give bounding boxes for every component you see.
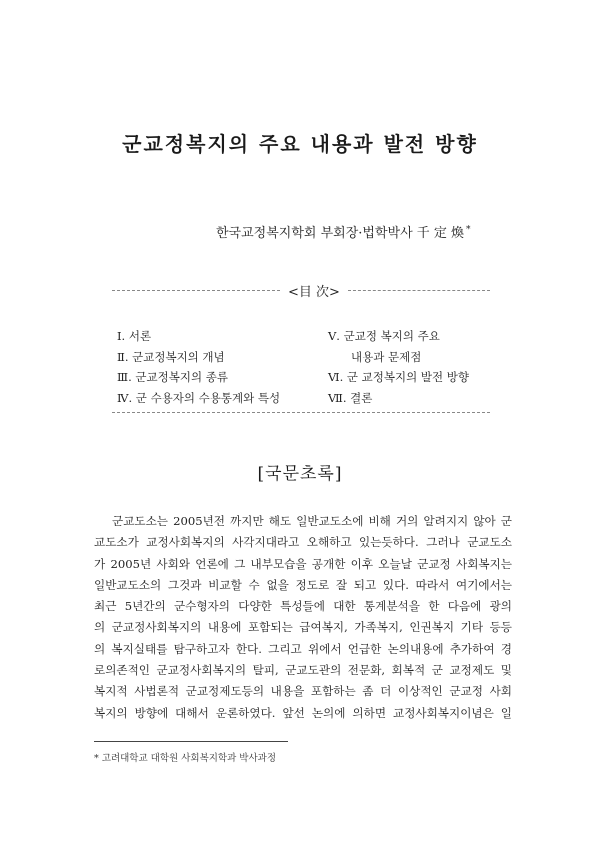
- toc-rule-left: [112, 290, 280, 291]
- toc-item: Ⅵ. 군 교정복지의 발전 방향: [328, 370, 469, 384]
- footnote: * 고려대학교 대학원 사회복지학과 박사과정: [94, 753, 277, 764]
- abstract-heading: [국문초록]: [257, 464, 343, 484]
- toc-item: Ⅲ. 군교정복지의 종류: [117, 370, 228, 384]
- paper-title: 군교정복지의 주요 내용과 발전 방향: [122, 132, 478, 156]
- toc-item: Ⅳ. 군 수용자의 수용통계와 특성: [117, 390, 281, 405]
- toc-right-column: [328, 326, 469, 408]
- toc-rule-right: [348, 290, 490, 291]
- abstract-line: 의 복지실태를 탐구하고자 한다. 그리고 위에서 언급한 논의내용에 추가하여 경: [94, 641, 512, 656]
- author-line: [216, 222, 556, 241]
- abstract-body: [94, 511, 512, 724]
- abstract-line: 최근 5년간의 군수형자의 다양한 특성들에 대한 통계분석을 한 다음에 광의: [94, 599, 512, 614]
- abstract-line: 복지의 방향에 대해서 운론하였다. 앞선 논의에 의하면 교정사회복지이념은 일: [94, 705, 512, 720]
- abstract-line: 가 2005년 사회와 언론에 그 내부모습을 공개한 이후 오늘날 군교정 사회복지는: [94, 556, 512, 571]
- author-footnote-mark: *: [466, 224, 471, 235]
- abstract-line: 로의존적인 군교정사회복지의 탈피, 군교도관의 전문화, 회복적 군 교정제도 및: [94, 663, 512, 678]
- abstract-line: 복지적 사법론적 군교정제도등의 내용을 포함하는 좀 더 이상적인 군교정 사회: [94, 684, 512, 699]
- footnote-rule: [94, 741, 288, 742]
- abstract-line: 일반교도소의 그것과 비교할 수 없을 정도로 잘 되고 있다. 따라서 여기에서는: [94, 577, 512, 592]
- toc-left-column: [117, 326, 280, 408]
- toc-item: Ⅱ. 군교정복지의 개념: [117, 349, 225, 364]
- abstract-line: 군교도소는 2005년전 까지만 해도 일반교도소에 비해 거의 알려지지 않아 군: [112, 514, 512, 528]
- toc-heading: <目 次>: [288, 285, 340, 300]
- toc-item: 내용과 문제점: [328, 349, 422, 364]
- toc-item: Ⅶ. 결론: [328, 390, 373, 405]
- abstract-line: 의 군교정사회복지의 내용에 포함되는 급여복지, 가족복지, 인권복지 기타 등등: [94, 620, 512, 635]
- abstract-line: 교도소가 교정사회복지의 사각지대라고 오해하고 있는듯하다. 그러나 군교도소: [94, 535, 512, 550]
- author-affiliation: 한국교정복지학회 부회장·법학박사 千 定 煥: [216, 226, 465, 241]
- toc-item: Ⅰ. 서론: [117, 329, 152, 343]
- toc-item: Ⅴ. 군교정 복지의 주요: [328, 329, 440, 343]
- toc-rule-bottom: [112, 412, 490, 413]
